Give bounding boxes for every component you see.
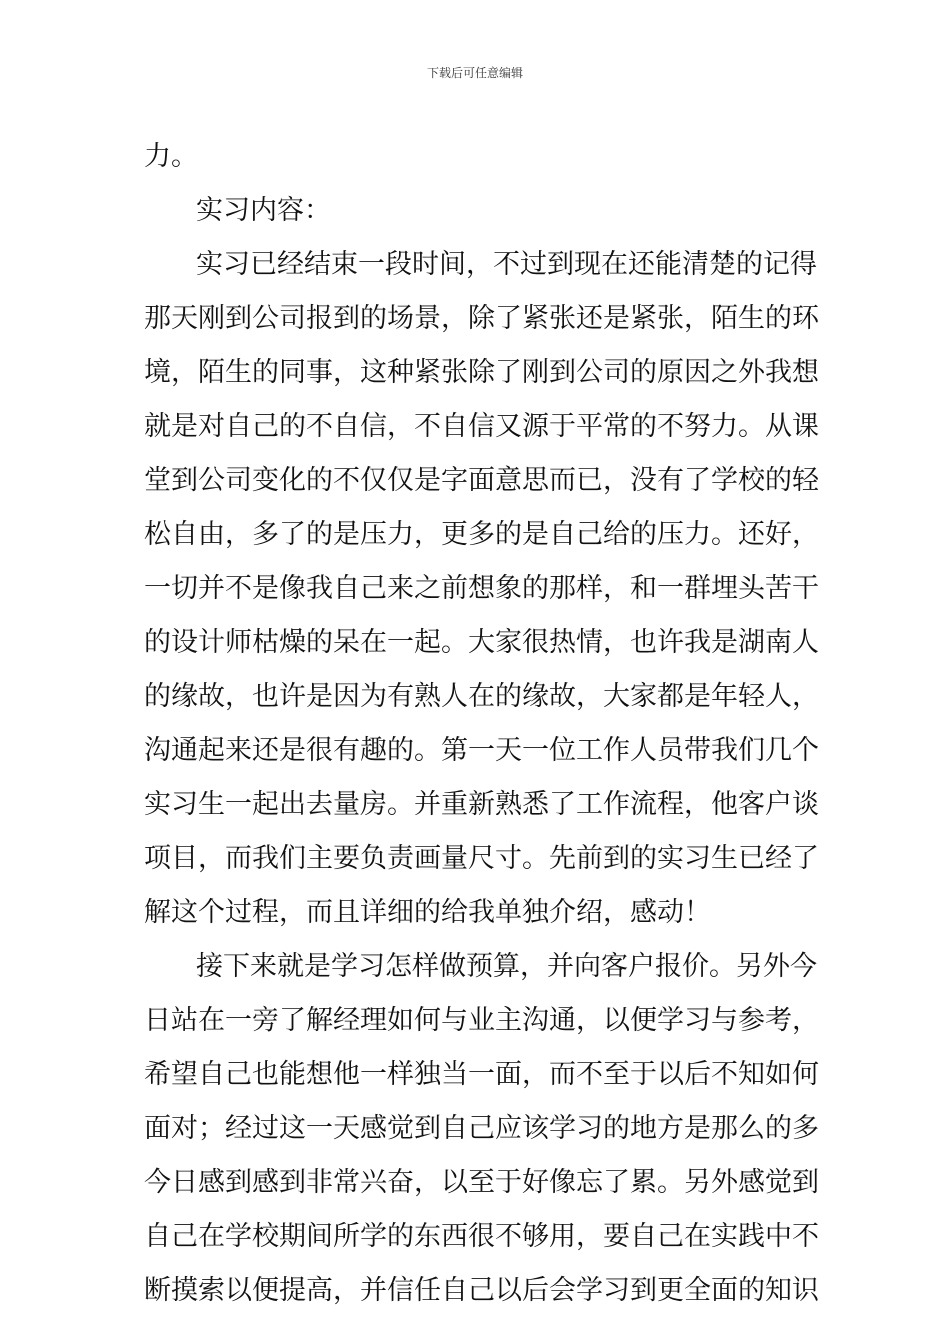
text-line: 断摸索以便提高，并信任自己以后会学习到更全面的知识	[144, 1275, 819, 1306]
text-line: 日站在一旁了解经理如何与业主沟通，以便学习与参考，	[144, 1005, 819, 1036]
text-line: 境，陌生的同事，这种紧张除了刚到公司的原因之外我想	[144, 357, 819, 388]
text-line: 项目，而我们主要负责画量尺寸。先前到的实习生已经了	[144, 843, 819, 874]
text-line: 希望自己也能想他一样独当一面，而不至于以后不知如何	[144, 1059, 819, 1090]
text-line: 解这个过程，而且详细的给我单独介绍，感动！	[144, 897, 711, 928]
text-line: 实习已经结束一段时间，不过到现在还能清楚的记得	[196, 249, 817, 280]
text-line: 松自由，多了的是压力，更多的是自己给的压力。还好，	[144, 519, 819, 550]
text-line: 今日感到感到非常兴奋，以至于好像忘了累。另外感觉到	[144, 1167, 819, 1198]
text-line: 沟通起来还是很有趣的。第一天一位工作人员带我们几个	[144, 735, 819, 766]
text-line: 堂到公司变化的不仅仅是字面意思而已，没有了学校的轻	[144, 465, 819, 496]
section-heading: 实习内容：	[196, 195, 331, 226]
text-line: 实习生一起出去量房。并重新熟悉了工作流程，他客户谈	[144, 789, 819, 820]
text-line: 力。	[144, 141, 198, 172]
page-header: 下载后可任意编辑	[426, 66, 523, 80]
text-line: 面对；经过这一天感觉到自己应该学习的地方是那么的多	[144, 1113, 819, 1144]
text-line: 接下来就是学习怎样做预算，并向客户报价。另外今	[196, 951, 817, 982]
text-line: 的缘故，也许是因为有熟人在的缘故，大家都是年轻人，	[144, 681, 819, 712]
text-line: 就是对自己的不自信，不自信又源于平常的不努力。从课	[144, 411, 819, 442]
text-line: 的设计师枯燥的呆在一起。大家很热情，也许我是湖南人	[144, 627, 819, 658]
text-line: 那天刚到公司报到的场景，除了紧张还是紧张，陌生的环	[144, 303, 819, 334]
text-line: 一切并不是像我自己来之前想象的那样，和一群埋头苦干	[144, 573, 819, 604]
text-line: 自己在学校期间所学的东西很不够用，要自己在实践中不	[144, 1221, 819, 1252]
